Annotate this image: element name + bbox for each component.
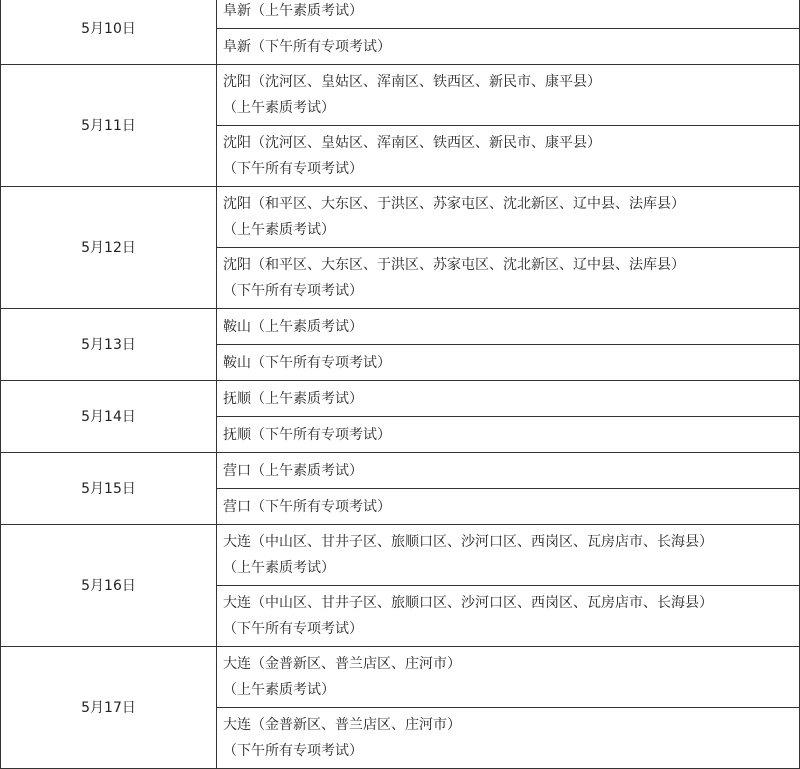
session-text-line: 沈阳（沈河区、皇姑区、浑南区、铁西区、新民市、康平县） [223,135,601,151]
exam-date-cell: 5月13日 [1,309,217,381]
session-text-line: 阜新（下午所有专项考试） [223,38,391,55]
table-row [1,65,800,126]
session-text-line: （下午所有专项考试） [223,621,363,637]
exam-session-cell [217,126,800,187]
table-row [1,309,800,345]
session-text-line: 大连（中山区、甘井子区、旅顺口区、沙河口区、西岗区、瓦房店市、长海县） [223,595,713,611]
exam-session-cell [217,647,800,708]
session-text-line: 沈阳（和平区、大东区、于洪区、苏家屯区、沈北新区、辽中县、法库县） [223,196,685,212]
session-text-line: 鞍山（上午素质考试） [223,318,363,335]
session-text-line: 营口（下午所有专项考试） [223,498,391,515]
exam-session-cell [217,187,800,248]
exam-date-cell: 5月12日 [1,187,217,309]
session-text-line: 大连（金普新区、普兰店区、庄河市） [223,656,461,672]
session-text-line: （下午所有专项考试） [223,743,363,759]
exam-date-cell: 5月10日 [1,0,217,65]
schedule-body [1,0,800,769]
session-text-line: 抚顺（下午所有专项考试） [223,426,391,443]
table-row [1,525,800,586]
exam-session-cell [217,417,800,453]
exam-date-cell: 5月17日 [1,647,217,769]
session-text-line: （下午所有专项考试） [223,283,363,299]
table-row [1,187,800,248]
session-text-line: 阜新（上午素质考试） [223,2,363,19]
session-text-line: 大连（中山区、甘井子区、旅顺口区、沙河口区、西岗区、瓦房店市、长海县） [223,534,713,550]
session-text-line: （上午素质考试） [223,100,335,116]
session-text-line: （下午所有专项考试） [223,161,363,177]
session-text-line: （上午素质考试） [223,222,335,238]
exam-session-cell [217,248,800,309]
table-row [1,647,800,708]
session-text-line: 抚顺（上午素质考试） [223,390,363,407]
table-row [1,0,800,29]
exam-session-cell [217,345,800,381]
exam-date-cell: 5月11日 [1,65,217,187]
exam-date-cell: 5月16日 [1,525,217,647]
session-text-line: 沈阳（和平区、大东区、于洪区、苏家屯区、沈北新区、辽中县、法库县） [223,257,685,273]
table-row [1,453,800,489]
exam-date-cell: 5月15日 [1,453,217,525]
exam-session-cell [217,489,800,525]
table-row [1,381,800,417]
session-text-line: 鞍山（下午所有专项考试） [223,354,391,371]
session-text-line: 大连（金普新区、普兰店区、庄河市） [223,717,461,733]
exam-session-cell [217,0,800,29]
exam-session-cell [217,708,800,769]
session-text-line: （上午素质考试） [223,560,335,576]
exam-session-cell [217,453,800,489]
exam-session-cell [217,381,800,417]
exam-session-cell [217,309,800,345]
session-text-line: （上午素质考试） [223,682,335,698]
exam-session-cell [217,586,800,647]
exam-date-cell: 5月14日 [1,381,217,453]
exam-session-cell [217,65,800,126]
session-text-line: 沈阳（沈河区、皇姑区、浑南区、铁西区、新民市、康平县） [223,74,601,90]
exam-session-cell [217,29,800,65]
exam-session-cell [217,525,800,586]
session-text-line: 营口（上午素质考试） [223,462,363,479]
